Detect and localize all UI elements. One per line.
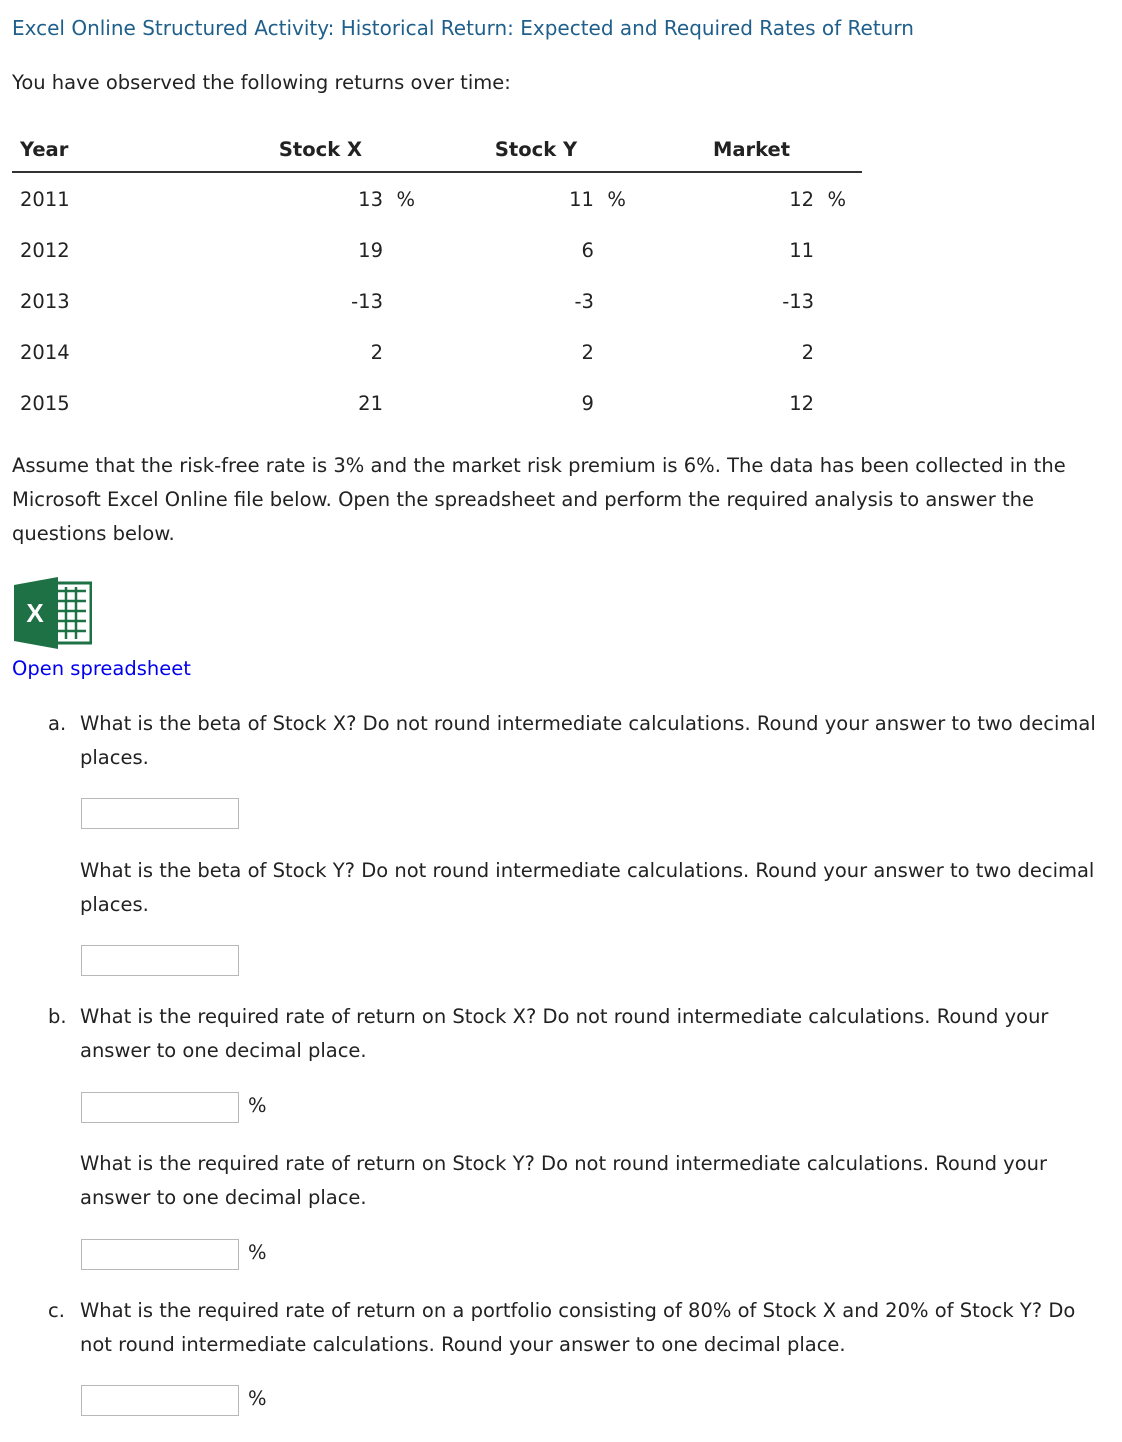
value: 11 <box>789 239 815 262</box>
value: -13 <box>782 290 815 313</box>
percent-sign: % <box>827 187 847 211</box>
question-label: c. <box>48 1299 65 1322</box>
percent-unit: % <box>248 1241 267 1264</box>
year-cell: 2015 <box>20 392 70 415</box>
market-cell <box>641 172 862 225</box>
value: 6 <box>581 239 594 262</box>
table-row <box>12 225 862 276</box>
market-cell <box>641 378 862 429</box>
year-cell: 2013 <box>20 290 70 313</box>
question-text: What is the required rate of return on Stock X? Do not round intermediate calculations. Round your answer to one decimal place. <box>80 1005 1049 1062</box>
question-b <box>48 1000 1098 1068</box>
stock-y-cell <box>431 225 641 276</box>
stock-x-cell <box>210 276 431 327</box>
beta-y-input[interactable] <box>81 945 239 976</box>
value: 12 <box>789 392 815 415</box>
value: 11 <box>569 187 594 211</box>
beta-x-input[interactable] <box>81 798 239 829</box>
value: 2 <box>370 341 383 364</box>
year-cell: 2014 <box>20 341 70 364</box>
required-return-portfolio-input[interactable] <box>81 1385 239 1416</box>
question-label: b. <box>48 1005 67 1028</box>
header-stock-x: Stock X <box>210 128 431 172</box>
year-cell: 2012 <box>20 239 70 262</box>
market-cell <box>641 225 862 276</box>
question-text: What is the beta of Stock Y? Do not round intermediate calculations. Round your answer to two decimal places. <box>80 859 1095 916</box>
assumption-paragraph: Assume that the risk-free rate is 3% and the market risk premium is 6%. The data has been collected in the Microsoft Excel Online file below. Open the spreadsheet and perform the required analysis to answer the questions below. <box>12 454 1066 545</box>
open-spreadsheet-link[interactable]: Open spreadsheet <box>12 657 191 680</box>
question-label: a. <box>48 712 67 735</box>
percent-sign: % <box>396 187 415 211</box>
question-text: What is the beta of Stock X? Do not round intermediate calculations. Round your answer to two decimal places. <box>80 712 1096 769</box>
value: -13 <box>351 290 383 313</box>
value: 13 <box>358 187 383 211</box>
question-b2 <box>48 1147 1098 1215</box>
stock-x-cell <box>210 225 431 276</box>
header-stock-y: Stock Y <box>431 128 641 172</box>
intro-text: You have observed the following returns over time: <box>12 71 511 94</box>
value: -3 <box>574 290 594 313</box>
value: 12 <box>789 187 815 211</box>
svg-text:X: X <box>26 598 44 628</box>
stock-x-cell <box>210 378 431 429</box>
stock-x-cell <box>210 172 431 225</box>
required-return-x-input[interactable] <box>81 1092 239 1123</box>
question-c <box>48 1294 1098 1362</box>
table-row <box>12 327 862 378</box>
header-year: Year <box>12 128 210 172</box>
required-return-y-input[interactable] <box>81 1239 239 1270</box>
returns-table <box>12 128 862 429</box>
table-header-row <box>12 128 862 172</box>
question-text: What is the required rate of return on Stock Y? Do not round intermediate calculations. Round your answer to one decimal place. <box>80 1152 1048 1209</box>
question-a <box>48 707 1098 775</box>
stock-y-cell <box>431 276 641 327</box>
value: 9 <box>581 392 594 415</box>
year-cell: 2011 <box>20 187 70 211</box>
stock-x-cell <box>210 327 431 378</box>
market-cell <box>641 276 862 327</box>
table-row <box>12 378 862 429</box>
header-market: Market <box>641 128 862 172</box>
page-title: Excel Online Structured Activity: Historical Return: Expected and Required Rates of Return <box>12 16 914 40</box>
value: 2 <box>801 341 815 364</box>
table-row <box>12 276 862 327</box>
stock-y-cell <box>431 327 641 378</box>
table-row <box>12 172 862 225</box>
question-text: What is the required rate of return on a portfolio consisting of 80% of Stock X and 20% of Stock Y? Do not round intermediate calculations. Round your answer to one decimal place. <box>80 1299 1076 1356</box>
percent-unit: % <box>248 1094 267 1117</box>
stock-y-cell <box>431 378 641 429</box>
question-a2 <box>48 854 1098 922</box>
value: 2 <box>581 341 594 364</box>
stock-y-cell <box>431 172 641 225</box>
excel-icon[interactable] <box>14 577 92 649</box>
percent-unit: % <box>248 1387 267 1410</box>
value: 19 <box>358 239 383 262</box>
market-cell <box>641 327 862 378</box>
value: 21 <box>358 392 383 415</box>
percent-sign: % <box>607 187 626 211</box>
